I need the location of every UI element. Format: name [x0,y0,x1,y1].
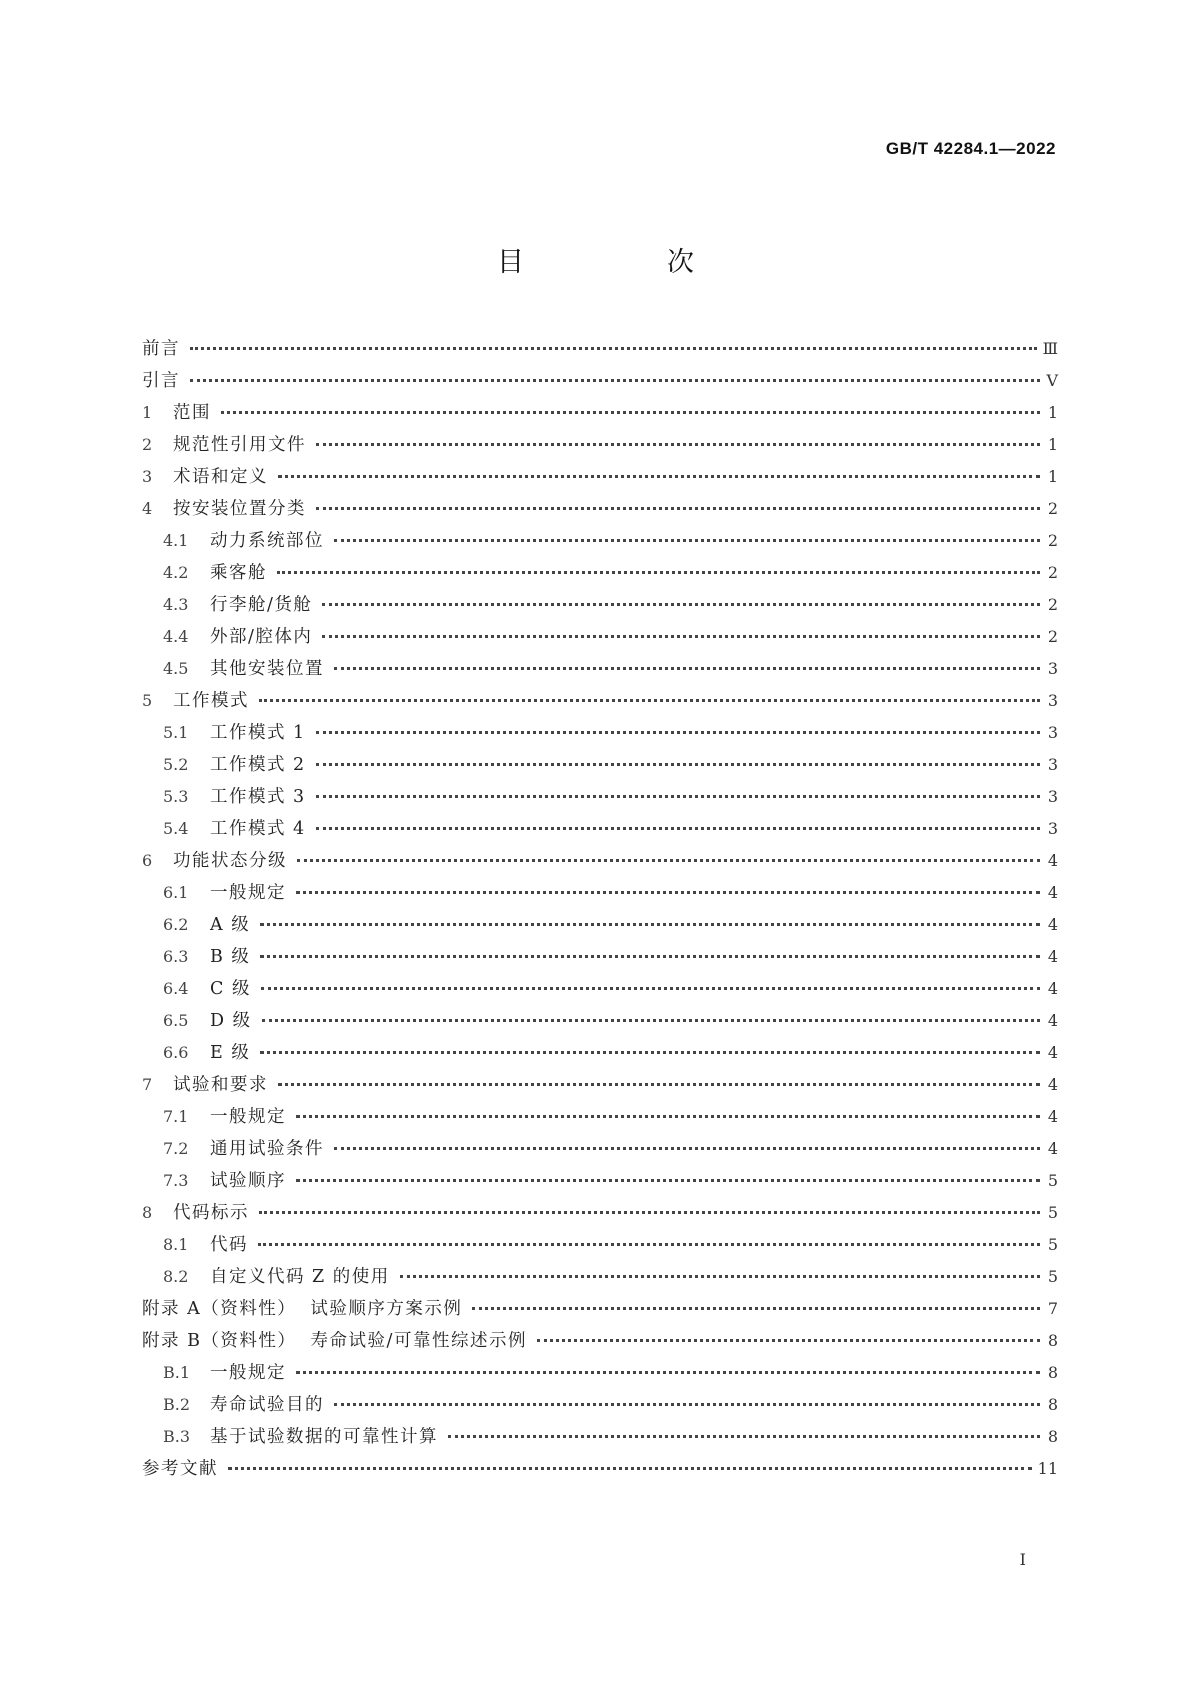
toc-entry-title: 试验和要求 [173,1075,268,1095]
toc-entry[interactable] [142,879,1058,911]
toc-entry[interactable] [142,1167,1058,1199]
toc-entry-title: 附录 B（资料性） 寿命试验/可靠性综述示例 [142,1331,527,1351]
toc-entry-page: 4 [1047,851,1058,870]
dot-leader [296,1370,1040,1374]
toc-entry-number: 4.4 [163,627,189,646]
toc-entry[interactable] [142,815,1058,847]
toc-entry[interactable] [142,431,1058,463]
toc-entry-title: 引言 [142,371,180,391]
toc-entry-title: 参考文献 [142,1459,218,1479]
toc-entry-title: 工作模式 4 [210,819,306,839]
toc-entry-title: 代码 [210,1235,248,1255]
dot-leader [296,1178,1040,1182]
toc-entry-page: 3 [1047,691,1058,710]
toc-entry[interactable] [142,1263,1058,1295]
toc-entry[interactable] [142,1455,1058,1487]
toc-entry[interactable] [142,1103,1058,1135]
toc-entry-number: 4.1 [163,531,189,550]
toc-entry[interactable] [142,1007,1058,1039]
toc-entry-page: 2 [1047,627,1058,646]
dot-leader [334,1146,1040,1150]
toc-entry[interactable] [142,911,1058,943]
toc-entry-title: 自定义代码 Z 的使用 [210,1267,390,1287]
toc-entry-number: 6.5 [163,1011,189,1030]
toc-entry-title: 一般规定 [210,883,286,903]
toc-entry[interactable] [142,783,1058,815]
toc-entry[interactable] [142,687,1058,719]
dot-leader [262,1018,1040,1022]
dot-leader [322,634,1040,638]
dot-leader [228,1466,1032,1470]
toc-entry-number: 5.3 [163,787,189,806]
standard-number: GB/T 42284.1—2022 [885,139,1056,158]
dot-leader [334,666,1040,670]
toc-entry-page: 4 [1047,915,1058,934]
toc-entry-title: A 级 [210,915,251,935]
dot-leader [221,410,1040,414]
toc-entry[interactable] [142,623,1058,655]
toc-entry-page: 1 [1047,435,1058,454]
toc-entry-page: 2 [1047,499,1058,518]
dot-leader [334,1402,1040,1406]
toc-entry-page: 1 [1047,467,1058,486]
toc-entry[interactable] [142,975,1058,1007]
dot-leader [277,570,1040,574]
toc-entry-title: B 级 [210,947,251,967]
toc-entry[interactable] [142,559,1058,591]
toc-entry-number: 4.3 [163,595,189,614]
toc-entry[interactable] [142,495,1058,527]
toc-entry-number: B.3 [163,1427,191,1446]
toc-entry-page: Ⅲ [1042,339,1058,358]
toc-entry-number: 3 [142,467,153,486]
toc-entry-title: 按安装位置分类 [173,499,306,519]
dot-leader [260,922,1040,926]
toc-entry[interactable] [142,399,1058,431]
dot-leader [261,986,1040,990]
toc-entry-page: 8 [1047,1395,1058,1414]
toc-entry-page: 5 [1047,1235,1058,1254]
dot-leader [259,698,1040,702]
toc-entry[interactable] [142,463,1058,495]
toc-entry-page: 8 [1047,1427,1058,1446]
toc-entry[interactable] [142,1071,1058,1103]
dot-leader [400,1274,1040,1278]
toc-entry-page: 8 [1047,1331,1058,1350]
toc-entry[interactable] [142,1295,1058,1327]
dot-leader [259,1210,1040,1214]
toc-entry[interactable] [142,1135,1058,1167]
toc-entry-title: 动力系统部位 [210,531,324,551]
toc-entry-number: 5.4 [163,819,189,838]
toc-entry-page: Ⅴ [1046,371,1058,390]
toc-entry-page: 4 [1047,947,1058,966]
toc-entry-page: 1 [1047,403,1058,422]
toc-entry-title: 外部/腔体内 [210,627,313,647]
dot-leader [316,762,1040,766]
toc-entry-page: 5 [1047,1171,1058,1190]
toc-entry-number: 1 [142,403,153,422]
toc-entry-number: 4.5 [163,659,189,678]
toc-entry-number: 2 [142,435,153,454]
toc-entry-title: 代码标示 [173,1203,249,1223]
dot-leader [322,602,1040,606]
dot-leader [472,1306,1040,1310]
toc-entry-page: 4 [1047,1043,1058,1062]
toc-entry-title: 基于试验数据的可靠性计算 [210,1427,438,1447]
toc-entry-number: B.2 [163,1395,191,1414]
toc-entry-number: 5.2 [163,755,189,774]
toc-entry[interactable] [142,719,1058,751]
dot-leader [297,858,1040,862]
dot-leader [537,1338,1040,1342]
toc-entry-title: 规范性引用文件 [173,435,306,455]
toc-entry-page: 7 [1047,1299,1058,1318]
toc-entry-title: 一般规定 [210,1107,286,1127]
dot-leader [316,506,1040,510]
dot-leader [278,1082,1040,1086]
toc-entry[interactable] [142,367,1058,399]
toc-entry-number: 5 [142,691,153,710]
toc-entry-number: 6.6 [163,1043,189,1062]
toc-entry-number: 6.2 [163,915,189,934]
toc-entry-title: 寿命试验目的 [210,1395,324,1415]
toc-entry-page: 3 [1047,723,1058,742]
dot-leader [316,794,1040,798]
toc-entry-title: 附录 A（资料性） 试验顺序方案示例 [142,1299,463,1319]
table-of-contents [142,335,1058,1487]
toc-entry[interactable] [142,1391,1058,1423]
toc-entry-page: 8 [1047,1363,1058,1382]
toc-entry-title: 行李舱/货舱 [210,595,313,615]
toc-entry-page: 4 [1047,979,1058,998]
dot-leader [296,1114,1040,1118]
toc-entry-page: 4 [1047,1011,1058,1030]
toc-entry-title: E 级 [210,1043,251,1063]
toc-entry-number: 6 [142,851,153,870]
page-number: Ⅰ [1019,1550,1026,1569]
toc-entry-page: 2 [1047,595,1058,614]
toc-entry-title: 一般规定 [210,1363,286,1383]
toc-entry-number: 4 [142,499,153,518]
toc-entry-number: 8.1 [163,1235,189,1254]
dot-leader [260,1050,1040,1054]
toc-entry-number: 7.1 [163,1107,189,1126]
toc-entry-page: 2 [1047,531,1058,550]
toc-entry-title: 通用试验条件 [210,1139,324,1159]
toc-entry-title: C 级 [210,979,251,999]
toc-entry-page: 3 [1047,819,1058,838]
dot-leader [334,538,1040,542]
dot-leader [278,474,1040,478]
toc-entry-page: 4 [1047,1139,1058,1158]
toc-entry-title: 乘客舱 [210,563,267,583]
toc-entry-page: 5 [1047,1267,1058,1286]
toc-entry[interactable] [142,847,1058,879]
toc-entry-number: 7 [142,1075,153,1094]
page-title: 目 次 [497,247,752,278]
toc-entry[interactable] [142,943,1058,975]
dot-leader [190,378,1040,382]
toc-entry-page: 5 [1047,1203,1058,1222]
toc-entry-number: 6.3 [163,947,189,966]
toc-entry[interactable] [142,1039,1058,1071]
toc-entry[interactable] [142,591,1058,623]
toc-entry-page: 4 [1047,1107,1058,1126]
toc-entry-page: 3 [1047,659,1058,678]
toc-entry-number: 6.4 [163,979,189,998]
toc-entry-title: 工作模式 2 [210,755,306,775]
toc-entry-page: 3 [1047,755,1058,774]
toc-entry[interactable] [142,1423,1058,1455]
toc-entry[interactable] [142,1327,1058,1359]
toc-entry-title: 工作模式 3 [210,787,306,807]
dot-leader [190,346,1037,350]
toc-entry-title: 范围 [173,403,211,423]
toc-entry[interactable] [142,527,1058,559]
toc-entry-number: 6.1 [163,883,189,902]
toc-entry[interactable] [142,655,1058,687]
toc-entry[interactable] [142,1231,1058,1263]
toc-entry[interactable] [142,1199,1058,1231]
toc-entry-title: 试验顺序 [210,1171,286,1191]
toc-entry-page: 11 [1037,1459,1058,1478]
toc-entry[interactable] [142,335,1058,367]
toc-entry-number: 8 [142,1203,153,1222]
toc-entry-number: 7.2 [163,1139,189,1158]
dot-leader [316,442,1040,446]
dot-leader [448,1434,1040,1438]
dot-leader [316,826,1040,830]
toc-entry-page: 4 [1047,1075,1058,1094]
toc-entry-page: 3 [1047,787,1058,806]
toc-entry-number: B.1 [163,1363,191,1382]
toc-entry-title: D 级 [210,1011,252,1031]
toc-entry-number: 8.2 [163,1267,189,1286]
dot-leader [316,730,1040,734]
toc-entry[interactable] [142,1359,1058,1391]
dot-leader [258,1242,1040,1246]
toc-entry-title: 前言 [142,339,180,359]
toc-entry-title: 其他安装位置 [210,659,324,679]
toc-entry-title: 功能状态分级 [173,851,287,871]
toc-entry[interactable] [142,751,1058,783]
toc-entry-title: 术语和定义 [173,467,268,487]
toc-entry-number: 7.3 [163,1171,189,1190]
dot-leader [296,890,1040,894]
toc-entry-number: 4.2 [163,563,189,582]
toc-entry-title: 工作模式 [173,691,249,711]
toc-entry-number: 5.1 [163,723,189,742]
toc-entry-page: 2 [1047,563,1058,582]
dot-leader [260,954,1040,958]
toc-entry-page: 4 [1047,883,1058,902]
toc-entry-title: 工作模式 1 [210,723,306,743]
